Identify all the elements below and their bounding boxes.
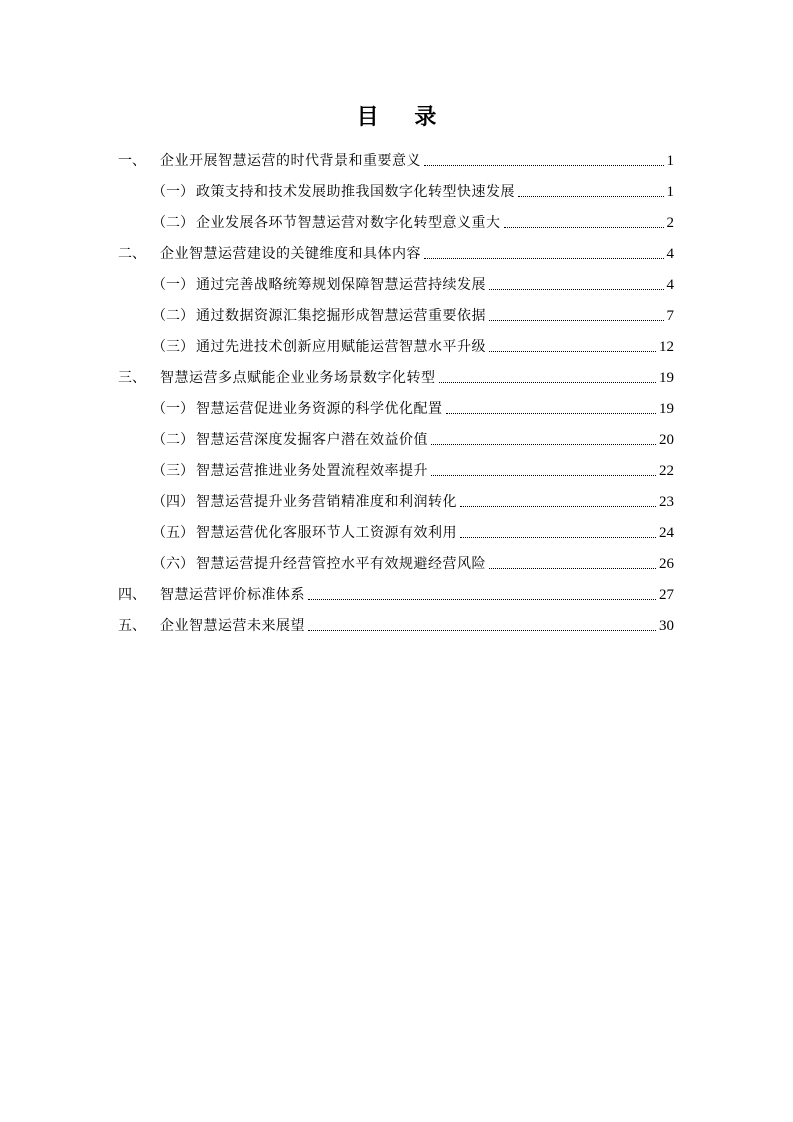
toc-dot-leader <box>460 537 656 538</box>
toc-entry-title: 政策支持和技术发展助推我国数字化转型快速发展 <box>196 184 515 200</box>
toc-entry[interactable] <box>118 388 674 419</box>
toc-dot-leader <box>504 227 664 228</box>
toc-entry-page-number: 4 <box>666 246 674 262</box>
toc-dot-leader <box>489 289 664 290</box>
toc-dot-leader <box>308 599 656 600</box>
toc-entry[interactable] <box>118 419 674 450</box>
toc-entry-number: （一） <box>152 277 194 293</box>
toc-dot-leader <box>308 630 656 631</box>
toc-entry-page-number: 23 <box>659 494 674 510</box>
toc-entry-title: 智慧运营提升经营管控水平有效规避经营风险 <box>196 556 486 572</box>
toc-entry-title: 企业智慧运营未来展望 <box>160 618 305 634</box>
toc-entry[interactable] <box>118 233 674 264</box>
toc-entry[interactable] <box>118 295 674 326</box>
toc-entry-number: （二） <box>152 432 194 448</box>
toc-dot-leader <box>424 258 664 259</box>
toc-dot-leader <box>439 382 657 383</box>
toc-entry-title: 智慧运营评价标准体系 <box>160 587 305 603</box>
toc-entry[interactable] <box>118 512 674 543</box>
toc-dot-leader <box>489 351 656 352</box>
toc-entry-number: 二、 <box>118 246 146 262</box>
toc-entry-page-number: 20 <box>659 432 674 448</box>
toc-dot-leader <box>431 475 656 476</box>
toc-entry-page-number: 19 <box>659 370 674 386</box>
toc-entry-number: （六） <box>152 556 194 572</box>
toc-entry[interactable] <box>118 450 674 481</box>
toc-entry-page-number: 24 <box>659 525 674 541</box>
toc-dot-leader <box>460 506 656 507</box>
toc-entry-title: 智慧运营推进业务处置流程效率提升 <box>196 463 428 479</box>
toc-entry-page-number: 27 <box>659 587 674 603</box>
toc-entry-number: （五） <box>152 525 194 541</box>
toc-entry[interactable] <box>118 543 674 574</box>
toc-entry-title: 企业开展智慧运营的时代背景和重要意义 <box>160 153 421 169</box>
toc-dot-leader <box>518 196 664 197</box>
toc-entry-number: 三、 <box>118 370 146 386</box>
toc-entry-page-number: 22 <box>659 463 674 479</box>
toc-title: 目 录 <box>356 105 451 130</box>
toc-entry-number: 四、 <box>118 587 146 603</box>
toc-entry-title: 智慧运营提升业务营销精准度和利润转化 <box>196 494 457 510</box>
toc-entry[interactable] <box>118 171 674 202</box>
toc-entry-number: （三） <box>152 463 194 479</box>
toc-entry-page-number: 1 <box>666 184 674 200</box>
toc-entry-title: 通过先进技术创新应用赋能运营智慧水平升级 <box>196 339 486 355</box>
toc-list <box>118 140 674 636</box>
toc-entry[interactable] <box>118 264 674 295</box>
toc-entry[interactable] <box>118 140 674 171</box>
toc-entry[interactable] <box>118 605 674 636</box>
toc-entry[interactable] <box>118 574 674 605</box>
toc-entry-number: 五、 <box>118 618 146 634</box>
toc-dot-leader <box>489 568 656 569</box>
toc-entry-number: （一） <box>152 184 194 200</box>
toc-entry-page-number: 1 <box>666 153 674 169</box>
toc-entry-number: （二） <box>152 308 194 324</box>
toc-entry-number: （一） <box>152 401 194 417</box>
toc-entry-title: 企业智慧运营建设的关键维度和具体内容 <box>160 246 421 262</box>
toc-entry-page-number: 12 <box>659 339 674 355</box>
toc-entry-title: 企业发展各环节智慧运营对数字化转型意义重大 <box>196 215 501 231</box>
toc-dot-leader <box>424 165 664 166</box>
toc-entry-page-number: 2 <box>666 215 674 231</box>
toc-entry-number: （四） <box>152 494 194 510</box>
toc-entry[interactable] <box>118 481 674 512</box>
toc-entry-number: 一、 <box>118 153 146 169</box>
toc-entry-page-number: 7 <box>666 308 674 324</box>
toc-entry-number: （二） <box>152 215 194 231</box>
toc-dot-leader <box>489 320 664 321</box>
toc-entry-page-number: 30 <box>659 618 674 634</box>
toc-entry-page-number: 26 <box>659 556 674 572</box>
toc-entry-page-number: 19 <box>659 401 674 417</box>
toc-entry-title: 智慧运营深度发掘客户潜在效益价值 <box>196 432 428 448</box>
toc-entry[interactable] <box>118 202 674 233</box>
toc-dot-leader <box>446 413 657 414</box>
toc-entry[interactable] <box>118 326 674 357</box>
toc-entry-title: 智慧运营促进业务资源的科学优化配置 <box>196 401 443 417</box>
toc-entry[interactable] <box>118 357 674 388</box>
toc-entry-title: 通过数据资源汇集挖掘形成智慧运营重要依据 <box>196 308 486 324</box>
toc-entry-number: （三） <box>152 339 194 355</box>
toc-entry-title: 通过完善战略统筹规划保障智慧运营持续发展 <box>196 277 486 293</box>
toc-entry-title: 智慧运营多点赋能企业业务场景数字化转型 <box>160 370 436 386</box>
toc-entry-title: 智慧运营优化客服环节人工资源有效利用 <box>196 525 457 541</box>
toc-entry-page-number: 4 <box>666 277 674 293</box>
toc-dot-leader <box>431 444 656 445</box>
